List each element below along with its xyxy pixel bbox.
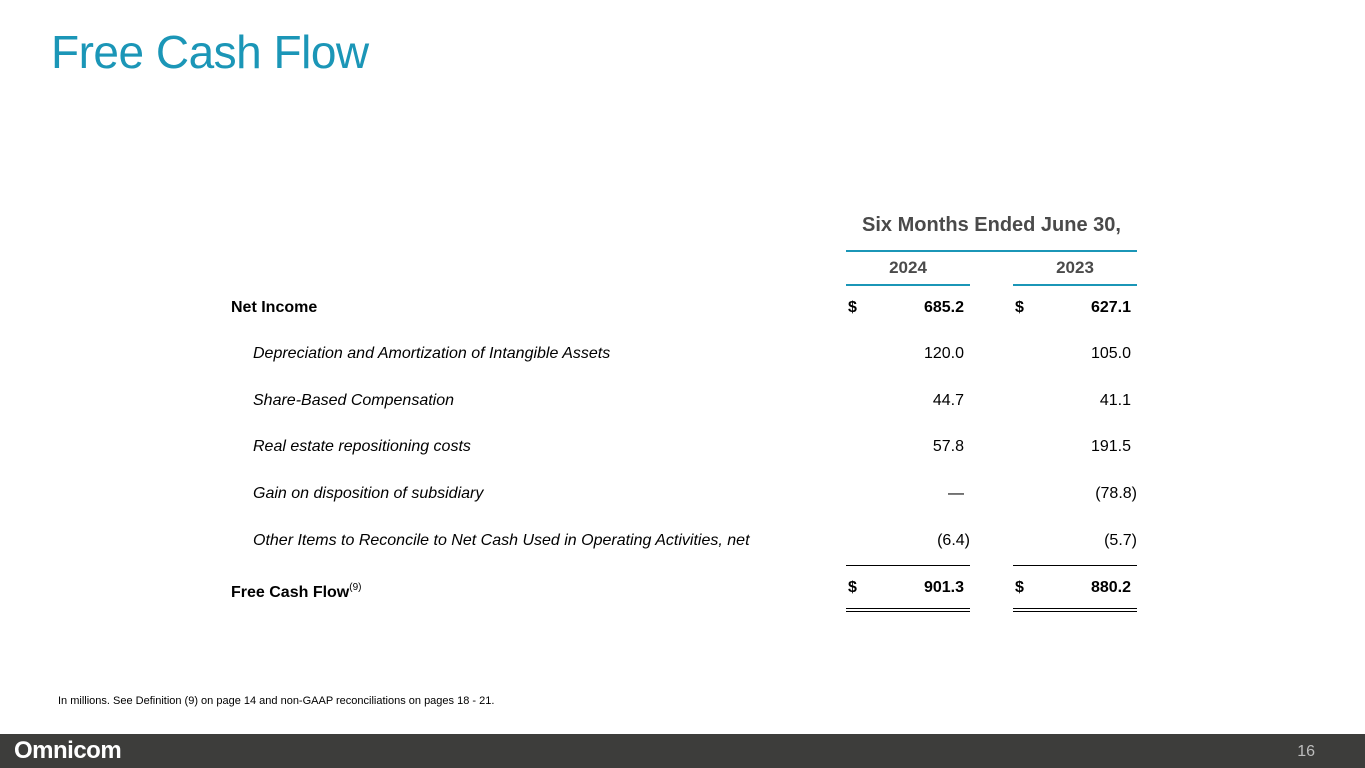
row-label-share-based-comp: Share-Based Compensation bbox=[253, 392, 455, 409]
page-title: Free Cash Flow bbox=[51, 26, 369, 78]
value-real-estate-2023: 191.5 bbox=[1090, 438, 1131, 455]
year-rule-2024 bbox=[846, 284, 970, 286]
row-label-net-income: Net Income bbox=[231, 299, 318, 316]
year-header-2024: 2024 bbox=[889, 258, 927, 277]
total-double-rule-2023-a bbox=[1013, 608, 1137, 609]
total-double-rule-2023-b bbox=[1013, 611, 1137, 612]
total-double-rule-2024-a bbox=[846, 608, 970, 609]
footer-bar bbox=[0, 734, 1365, 768]
value-gain-disposition-2023: (78.8) bbox=[1095, 485, 1137, 502]
subtotal-rule-2023 bbox=[1013, 565, 1137, 566]
value-other-items-2023: (5.7) bbox=[1104, 532, 1137, 549]
subtotal-rule-2024 bbox=[846, 565, 970, 566]
row-label-real-estate: Real estate repositioning costs bbox=[253, 438, 471, 455]
page-number: 16 bbox=[1297, 743, 1315, 760]
value-net-income-2024: 685.2 bbox=[923, 299, 964, 316]
footnote-ref: (9) bbox=[349, 582, 362, 593]
omnicom-logo: Omnicom bbox=[14, 737, 122, 764]
currency-symbol: $ bbox=[848, 579, 857, 596]
value-other-items-2024: (6.4) bbox=[937, 532, 970, 549]
currency-symbol: $ bbox=[848, 299, 857, 316]
period-header-rule bbox=[846, 250, 1137, 252]
footnote: In millions. See Definition (9) on page 14 and non-GAAP reconciliations on pages 18 - 21. bbox=[58, 695, 495, 707]
value-free-cash-flow-2024: 901.3 bbox=[923, 579, 964, 596]
period-header: Six Months Ended June 30, bbox=[862, 214, 1121, 236]
total-double-rule-2024-b bbox=[846, 611, 970, 612]
value-share-based-comp-2024: 44.7 bbox=[932, 392, 964, 409]
value-share-based-comp-2023: 41.1 bbox=[1099, 392, 1131, 409]
currency-symbol: $ bbox=[1015, 579, 1024, 596]
value-gain-disposition-2024: — bbox=[948, 485, 964, 502]
value-depreciation-2023: 105.0 bbox=[1090, 345, 1131, 362]
value-real-estate-2024: 57.8 bbox=[932, 438, 964, 455]
value-depreciation-2024: 120.0 bbox=[923, 345, 964, 362]
row-label-depreciation: Depreciation and Amortization of Intangible Assets bbox=[253, 345, 611, 362]
row-label-gain-disposition: Gain on disposition of subsidiary bbox=[253, 485, 484, 502]
value-net-income-2023: 627.1 bbox=[1090, 299, 1131, 316]
currency-symbol: $ bbox=[1015, 299, 1024, 316]
row-label-free-cash-flow: Free Cash Flow$^{(9)}$ bbox=[231, 582, 362, 601]
value-free-cash-flow-2023: 880.2 bbox=[1090, 579, 1131, 596]
year-header-2023: 2023 bbox=[1056, 258, 1094, 277]
year-rule-2023 bbox=[1013, 284, 1137, 286]
row-label-other-items: Other Items to Reconcile to Net Cash Used in Operating Activities, net bbox=[253, 532, 750, 549]
